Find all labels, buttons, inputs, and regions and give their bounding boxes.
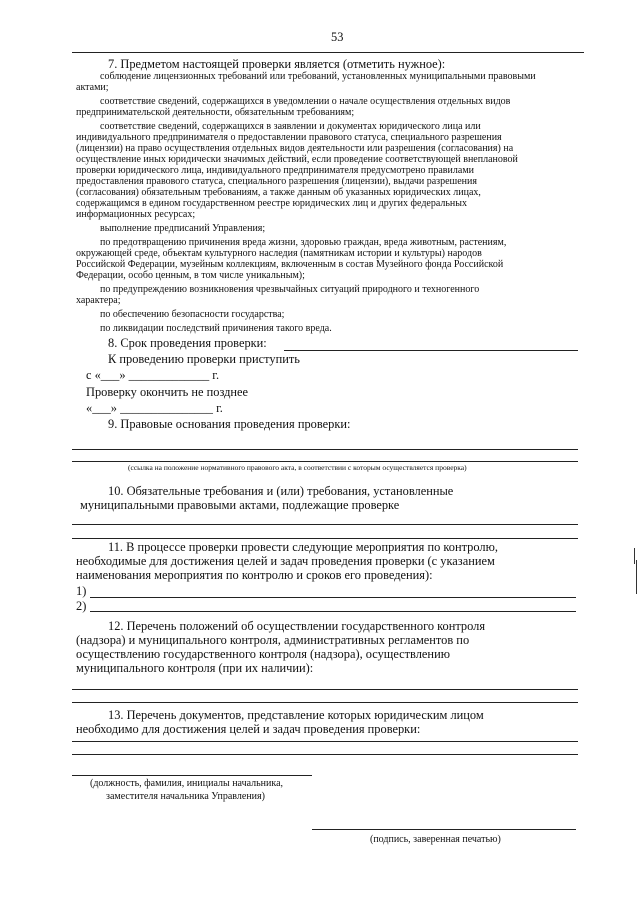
item7-line: по обеспечению безопасности государства; (100, 309, 285, 320)
item12-fill-line (72, 689, 578, 690)
binding-mark (634, 548, 635, 564)
item8-start-date: с «___» _____________ г. (86, 368, 220, 382)
item7-line: (лицензии) на право осуществления отдельных видов деятельности или разрешения (согласования) на (76, 143, 514, 154)
divider (72, 52, 584, 53)
item11-entry-1-line (90, 597, 576, 598)
item8-end-date: «___» _______________ г. (86, 401, 223, 415)
item7-line: содержащимся в едином государственном реестре юридических лиц и других федеральных (76, 198, 467, 209)
item11-entry-2-line (90, 611, 576, 612)
item7-line: по предупреждению возникновения чрезвычайных ситуаций природного и техногенного (100, 284, 480, 295)
item11-line3: наименования мероприятия по контролю и сроков его проведения): (76, 568, 433, 582)
position-line (72, 775, 312, 776)
item12-line3: осуществлению государственного контроля (надзора), осуществлению (76, 647, 450, 661)
position-caption: (должность, фамилия, инициалы начальника, (90, 778, 284, 789)
item7-line: по ликвидации последствий причинения такого вреда. (100, 323, 332, 334)
binding-mark (636, 560, 637, 594)
item9-heading: 9. Правовые основания проведения проверки: (108, 417, 351, 431)
item10-line2: муниципальными правовыми актами, подлежащие проверке (80, 498, 400, 512)
item12-line4: муниципального контроля (при их наличии): (76, 661, 314, 675)
item13-fill-line (72, 754, 578, 755)
item7-line: характера; (76, 295, 121, 306)
item11-entry-1: 1) (76, 584, 87, 598)
signature-caption: (подпись, заверенная печатью) (370, 834, 501, 845)
item7-line: индивидуального предпринимателя о предоставлении правового статуса, специального разрешения (76, 132, 502, 143)
item7-line: Российской Федерации, музейным коллекциям, включенным в состав Музейного фонда Российской (76, 259, 504, 270)
item10-fill-line (72, 538, 578, 539)
item9-fill-line (72, 449, 578, 450)
item11-line1: 11. В процессе проверки провести следующие мероприятия по контролю, (108, 540, 498, 554)
item13-line2: необходимо для достижения целей и задач проведения проверки: (76, 722, 421, 736)
item7-line: соответствие сведений, содержащихся в уведомлении о начале осуществления отдельных видов (100, 96, 511, 107)
item7-line: окружающей среде, объектам культурного наследия (памятникам истории и культуры) народов (76, 248, 482, 259)
item7-line: по предотвращению причинения вреда жизни, здоровью граждан, вреда животным, растениям, (100, 237, 507, 248)
item12-line2: (надзора) и муниципального контроля, административных регламентов по (76, 633, 470, 647)
item7-line: (согласования) обязательным требованиям, а также данным об указанных юридических лицах, (76, 187, 481, 198)
item11-line2: необходимые для достижения целей и задач проведения проверки (с указанием (76, 554, 495, 568)
position-caption-2: заместителя начальника Управления) (106, 791, 265, 802)
item11-entry-2: 2) (76, 599, 87, 613)
item13-line1: 13. Перечень документов, представление которых юридическим лицом (108, 708, 484, 722)
item12-line1: 12. Перечень положений об осуществлении государственного контроля (108, 619, 486, 633)
item8-start-label: К проведению проверки приступить (108, 352, 300, 366)
item7-line: предоставления правового статуса, специального разрешения (лицензии), выдачи разрешения (76, 176, 477, 187)
item7-line: осуществление иных юридически значимых действий, если проведение соответствующей внеплановой (76, 154, 518, 165)
item9-fill-line (72, 461, 578, 462)
item7-line: информационных ресурсах; (76, 209, 196, 220)
item8-end-label: Проверку окончить не позднее (86, 385, 249, 399)
item8-fill-line (284, 350, 578, 351)
item10-line1: 10. Обязательные требования и (или) требования, установленные (108, 484, 454, 498)
item9-caption: (ссылка на положение нормативного правового акта, в соответствии с которым осуществляется проверка) (128, 463, 467, 472)
item12-fill-line (72, 702, 578, 703)
item7-heading: 7. Предметом настоящей проверки является (отметить нужное): (108, 57, 446, 71)
item8-heading: 8. Срок проведения проверки: (108, 336, 267, 350)
item7-line: предпринимательской деятельности, обязательным требованиям; (76, 107, 355, 118)
signature-line (312, 829, 576, 830)
item7-line: актами; (76, 82, 109, 93)
item7-line: Федерации, особо ценным, в том числе уникальным); (76, 270, 305, 281)
page-number: 53 (331, 30, 344, 44)
item13-fill-line (72, 741, 578, 742)
item7-line: проверки юридического лица, индивидуального предпринимателя предусмотрено правилами (76, 165, 474, 176)
item7-line: соответствие сведений, содержащихся в заявлении и документах юридического лица или (100, 121, 481, 132)
item7-line: выполнение предписаний Управления; (100, 223, 266, 234)
item10-fill-line (72, 524, 578, 525)
item7-line: соблюдение лицензионных требований или требований, установленных муниципальными правовыми (100, 71, 536, 82)
